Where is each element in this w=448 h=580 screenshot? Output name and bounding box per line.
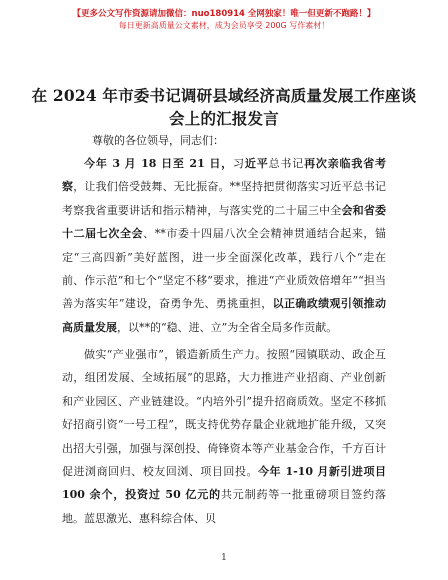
run: 做实“产业强市”，锻造新质生产力。按照“园镇联动、政企互动，组团发展、全域拓展”的思路，大力推进产业招商、产业创新和产业园区、产业链建设。“内培外引”提升招商质效。坚定不移抓好招商引资“一号工程”，既支持优势存量企业就地扩能升级，又突出招大引强，加强与深创投、倚锋资本等产业基金合作，千方百计促进浏商回归、校友回浏、项目回投。	[62, 348, 386, 479]
run: 今年 3 月 18 日至 21 日，	[84, 157, 234, 170]
run: 共元制药等一批重磅项目签约落地。蓝思激光、惠科综合体、贝	[62, 488, 386, 525]
promo-line-1: 【更多公文写作资源请加微信：nuo180914 全网独家！唯一但更新不跑路！】	[72, 9, 376, 19]
page-number: 1	[221, 553, 227, 563]
run: 近平	[244, 157, 269, 170]
run: 以正确政绩观引领推动高质量发展	[62, 297, 387, 334]
salutation: 尊敬的各位领导，同志们：	[92, 134, 224, 147]
promo-banner	[0, 8, 448, 32]
run: 习	[233, 157, 245, 170]
run: ，以**的“稳、进、立”为全省全局多作贡献。	[117, 320, 338, 334]
run: 今年 1-10 月新引进项目 100 余个，投资过 50 亿元的	[62, 465, 386, 502]
document-title: 在 2024 年市委书记调研县域经济高质量发展工作座谈会上的汇报发言	[31, 86, 417, 128]
run: ，让我们倍受鼓舞、无比振奋。**坚持把贯彻落实习近平总书记考察我省重要讲话和指示精神，与落实党的二十届三中全	[62, 180, 387, 217]
run: 会和省委十二届七次全会	[62, 203, 387, 241]
promo-line-2: 每日更新高质量公文素材，成为会员享受 200G 写作素材！	[118, 21, 330, 30]
run: 总书记	[268, 157, 305, 170]
run: 再次亲临我省考察	[62, 157, 387, 194]
paragraph-1	[62, 152, 386, 339]
paragraph-2	[62, 343, 386, 530]
run: 、**市委十四届八次全会精神贯通结合起来，锚定“三高四新”美好蓝图，进一步全面深化改革，践行八个“走在前、作示范”和七个“坚定不移”要求，推进“产业质效倍增年”“担当善为落实年”建设，奋勇争先、勇挑重担，	[62, 227, 387, 311]
